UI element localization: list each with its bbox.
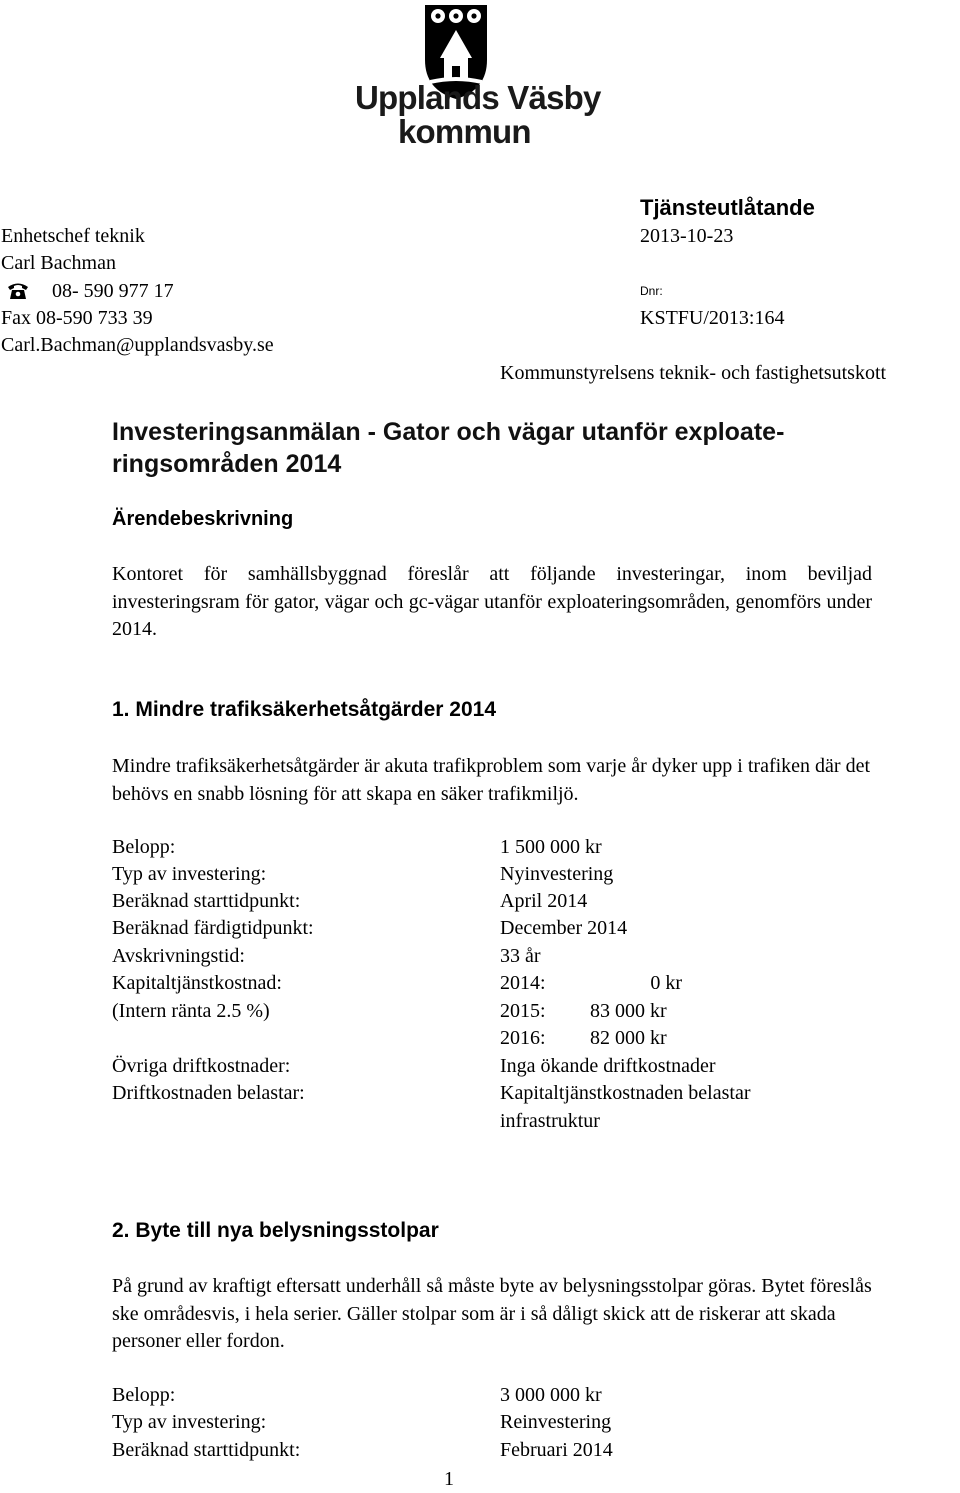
sender-name: Carl Bachman [1,252,116,274]
section1-start-row [112,888,832,915]
type-value: Reinvestering [500,1411,612,1433]
section1-amount-row [112,834,832,861]
section2-start-row [112,1437,832,1464]
start-label: Beräknad starttidpunkt: [112,890,301,912]
capital-cost-amount: 83 000 kr [590,1000,667,1022]
type-value: Nyinvestering [500,863,614,885]
other-costs-value: Inga ökande driftkostnader [500,1055,716,1077]
sender-title: Enhetschef teknik [1,225,145,247]
capital-cost-amount: 0 kr [650,972,682,994]
end-label: Beräknad färdigtidpunkt: [112,917,314,939]
capital-cost-year: 2015: [500,1000,546,1022]
interest-label: (Intern ränta 2.5 %) [112,1000,270,1022]
document-type: Tjänsteutlåtande [640,195,815,220]
recipient: Kommunstyrelsens teknik- och fastighetsutskott [500,362,887,384]
section1-end-row [112,915,832,942]
amount-value: 3 000 000 kr [500,1384,602,1406]
amount-label: Belopp: [112,836,176,858]
sender-fax: Fax 08-590 733 39 [1,307,153,329]
section1-charged-row [112,1080,832,1107]
case-description-text: Kontoret för samhällsbyggnad föreslår att följande investeringar, inom beviljad investeringsram för gator, vägar och gc-vägar utanför exploateringsområden, genomförs under 2014. [112,563,872,640]
type-label: Typ av investering: [112,863,267,885]
section1-capital-cost-row [112,970,832,997]
capital-cost-amount: 82 000 kr [590,1027,667,1049]
section1-interest-row [112,998,832,1025]
section1-depreciation-row [112,943,832,970]
amount-value: 1 500 000 kr [500,836,602,858]
page-number: 1 [444,1468,454,1490]
logo-name: Upplands Väsby [355,79,601,116]
depreciation-label: Avskrivningstid: [112,945,245,967]
other-costs-label: Övriga driftkostnader: [112,1055,291,1077]
start-label: Beräknad starttidpunkt: [112,1439,301,1461]
depreciation-value: 33 år [500,945,541,967]
section1-heading: 1. Mindre trafiksäkerhetsåtgärder 2014 [112,698,497,721]
charged-value-cont: infrastruktur [500,1110,600,1132]
telephone-icon [6,281,30,301]
dnr-value: KSTFU/2013:164 [640,307,785,329]
amount-label: Belopp: [112,1384,176,1406]
document-title-line1: Investeringsanmälan - Gator och vägar utanför exploate- [112,418,785,446]
start-value: April 2014 [500,890,588,912]
capital-cost-label: Kapitaltjänstkostnad: [112,972,282,994]
dnr-label: Dnr: [640,284,663,298]
logo-subtitle: kommun [398,113,531,150]
section1-other-costs-row [112,1053,832,1080]
charged-label: Driftkostnaden belastar: [112,1082,305,1104]
capital-cost-year: 2016: [500,1027,546,1049]
sender-phone: 08- 590 977 17 [52,280,174,302]
case-description-heading: Ärendebeskrivning [112,508,294,530]
charged-value: Kapitaltjänstkostnaden belastar [500,1082,751,1104]
section1-text: Mindre trafiksäkerhetsåtgärder är akuta trafikproblem som varje år dyker upp i trafiken där det behövs en snabb lösning för att skapa en säker trafikmiljö. [112,755,871,805]
sender-email: Carl.Bachman@upplandsvasby.se [1,334,274,356]
start-value: Februari 2014 [500,1439,613,1461]
document-date: 2013-10-23 [640,225,734,247]
municipality-logo [350,2,601,152]
section1-capital-cost-row-2016 [112,1025,832,1052]
section1-charged-row-cont [112,1108,832,1135]
section2-amount-row [112,1382,832,1409]
capital-cost-year: 2014: [500,972,546,994]
section1-type-row [112,861,832,888]
document-title-line2: ringsområden 2014 [112,450,342,478]
section2-text: På grund av kraftigt eftersatt underhåll så måste byte av belysningsstolpar göras. Bytet föreslås ske områdesvis, i hela serier. Gäller stolpar som är i så dåligt skick att de riskerar att skada personer eller fordon. [112,1275,872,1352]
type-label: Typ av investering: [112,1411,267,1433]
section2-heading: 2. Byte till nya belysningsstolpar [112,1219,439,1242]
section2-type-row [112,1409,832,1436]
end-value: December 2014 [500,917,628,939]
